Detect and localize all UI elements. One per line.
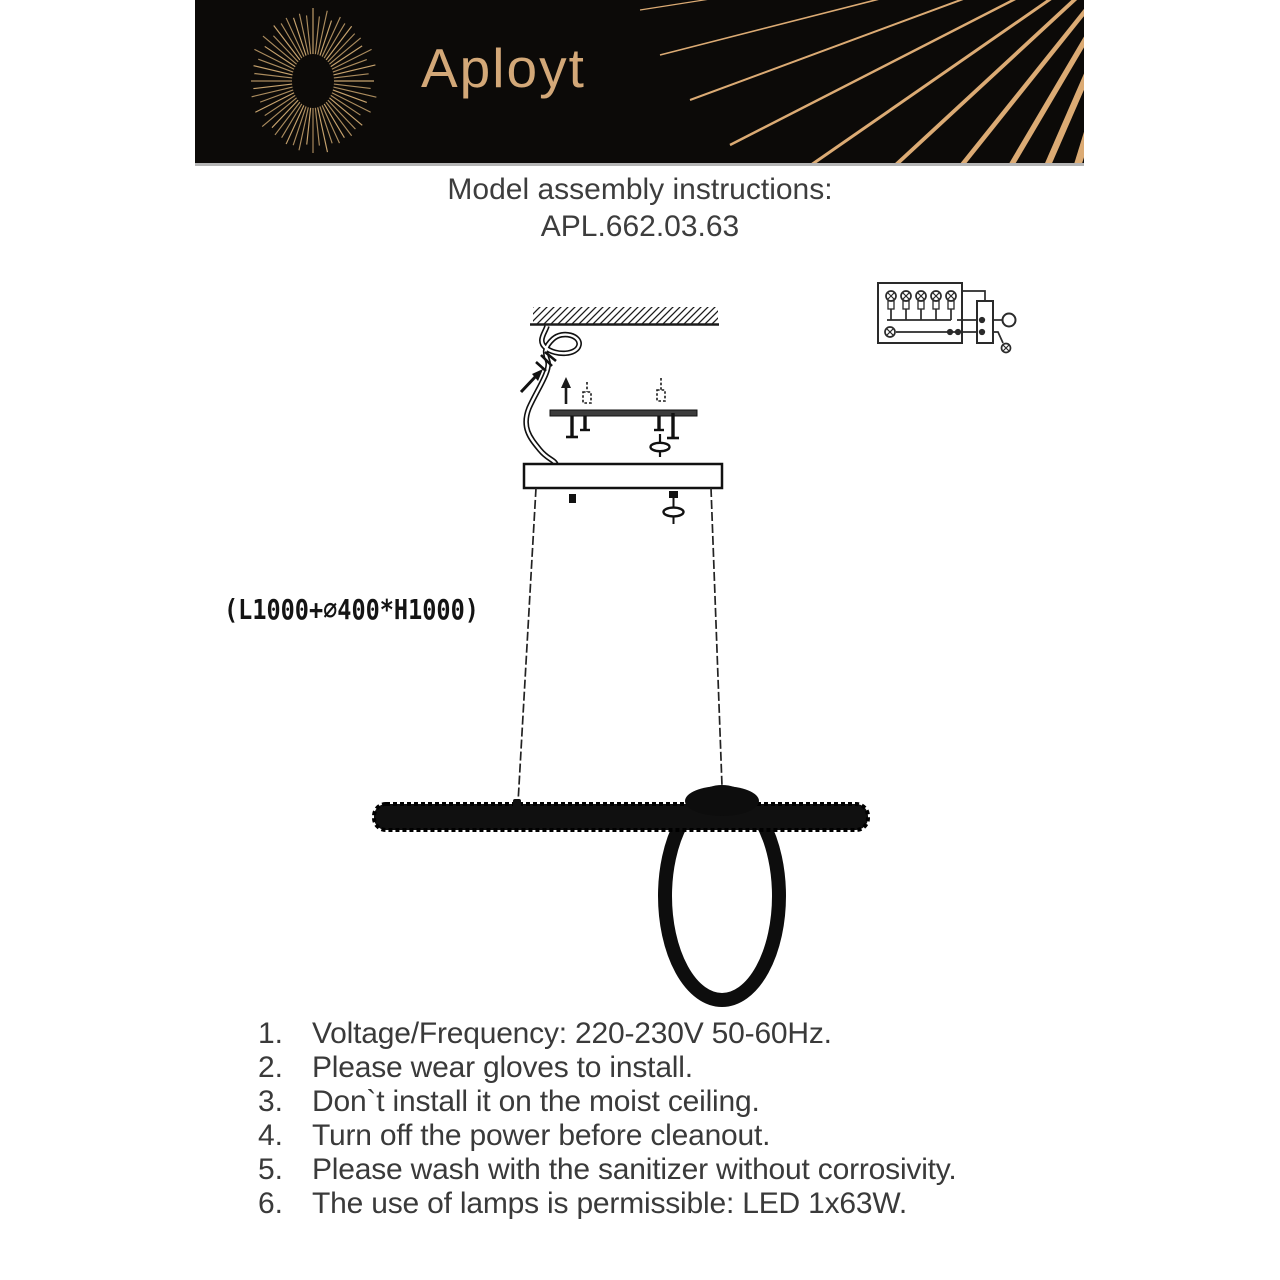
item-number: 3. — [258, 1085, 284, 1118]
item-text: Please wear gloves to install. — [312, 1051, 693, 1084]
brand-logo-text: Aployt — [421, 37, 586, 99]
item-number: 1. — [258, 1017, 284, 1050]
title-block — [0, 171, 1280, 245]
canopy-plate — [524, 464, 722, 524]
wiring-terminal-diagram — [878, 283, 1016, 353]
model-number: APL.662.03.63 — [540, 210, 740, 243]
item-text: Voltage/Frequency: 220-230V 50-60Hz. — [312, 1017, 832, 1050]
list-item — [258, 1017, 1088, 1051]
item-number: 6. — [258, 1187, 284, 1220]
lamp-bar — [374, 786, 868, 830]
suspension-wires — [518, 488, 722, 803]
item-text: Turn off the power before cleanout. — [312, 1119, 771, 1152]
page-title: Model assembly instructions: — [447, 173, 833, 206]
item-text: The use of lamps is permissible: LED 1x63W. — [312, 1187, 907, 1220]
corner-rays-decoration — [640, 0, 1084, 163]
list-item — [258, 1119, 1088, 1153]
item-number: 2. — [258, 1051, 284, 1084]
item-text: Please wash with the sanitizer without corrosivity. — [312, 1153, 957, 1186]
instruction-list — [258, 1017, 1088, 1221]
item-text: Don`t install it on the moist ceiling. — [312, 1085, 760, 1118]
sunburst-core — [293, 55, 333, 107]
mounting-bracket — [550, 410, 697, 457]
list-item — [258, 1085, 1088, 1119]
list-item — [258, 1153, 1088, 1187]
dimension-label: (L1000+⌀400*H1000) — [224, 593, 479, 626]
brand-banner — [195, 0, 1084, 166]
item-number: 4. — [258, 1119, 284, 1152]
ceiling-hatch — [530, 307, 719, 325]
item-number: 5. — [258, 1153, 284, 1186]
banner-artwork — [195, 0, 1084, 163]
list-item — [258, 1051, 1088, 1085]
assembly-diagram — [200, 265, 1080, 1025]
power-cable — [521, 326, 579, 468]
list-item — [258, 1187, 1088, 1221]
mounting-screws — [561, 377, 665, 404]
